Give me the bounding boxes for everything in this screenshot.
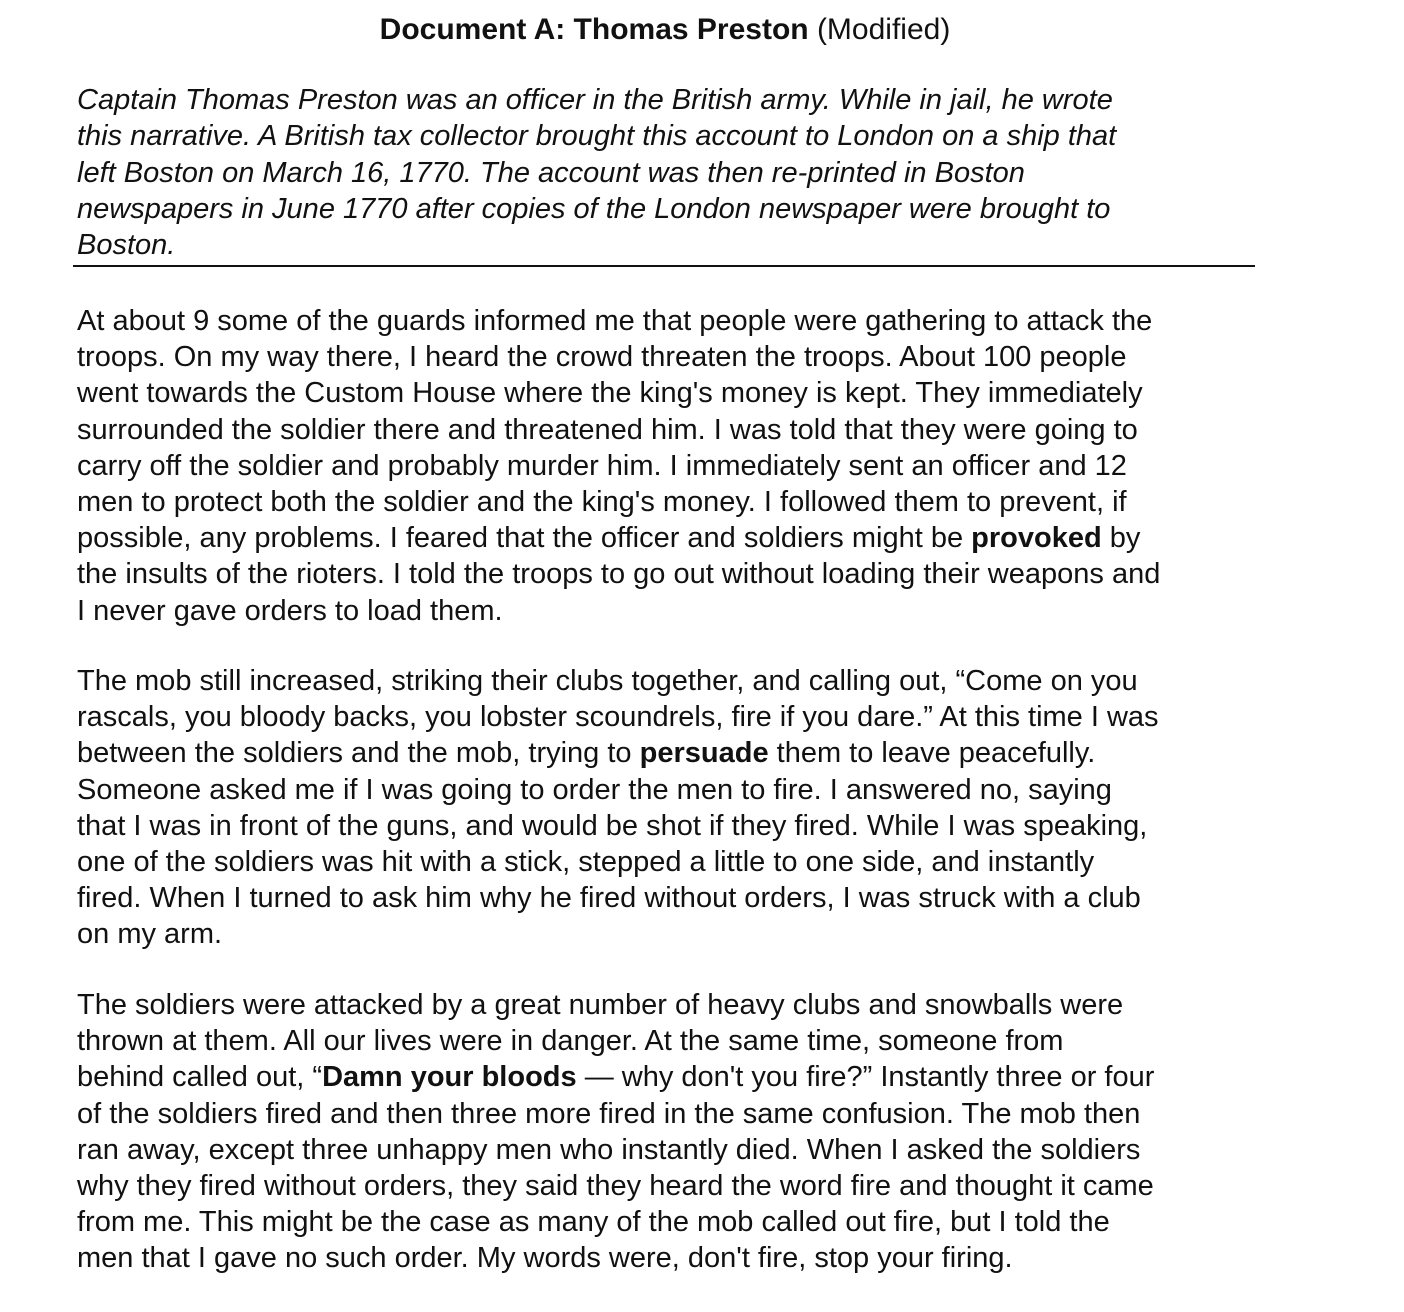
intro-line: newspapers in June 1770 after copies of the London newspaper were brought to: [77, 192, 1111, 225]
text-segment: — why don't you fire?” Instantly three or four: [576, 1061, 1155, 1094]
text-segment: by: [1101, 522, 1141, 555]
bold-term-provoked: provoked: [971, 522, 1102, 555]
text-line: [77, 1059, 1277, 1095]
body-paragraph-3: [77, 987, 1277, 1277]
text-segment: between the soldiers and the mob, trying to: [77, 737, 640, 770]
text-segment: them to leave peacefully.: [768, 737, 1096, 770]
text-line: of the soldiers fired and then three more fired in the same confusion. The mob then: [77, 1097, 1141, 1130]
bold-term-damn-your-bloods: Damn your bloods: [322, 1061, 577, 1094]
text-line: from me. This might be the case as many of the mob called out fire, but I told the: [77, 1206, 1110, 1239]
text-line: fired. When I turned to ask him why he fired without orders, I was struck with a club: [77, 882, 1141, 915]
text-line: one of the soldiers was hit with a stick, stepped a little to one side, and instantly: [77, 846, 1095, 879]
text-line: The soldiers were attacked by a great number of heavy clubs and snowballs were: [77, 989, 1124, 1021]
document-title: [0, 10, 1330, 50]
body-paragraph-2: [77, 663, 1277, 953]
text-line: the insults of the rioters. I told the troops to go out without loading their weapons and: [77, 558, 1161, 591]
intro-line: Boston.: [77, 229, 176, 262]
text-line: went towards the Custom House where the king's money is kept. They immediately: [77, 377, 1143, 410]
text-line: Someone asked me if I was going to order the men to fire. I answered no, saying: [77, 773, 1112, 806]
text-line: rascals, you bloody backs, you lobster scoundrels, fire if you dare.” At this time I was: [77, 701, 1159, 734]
body-paragraph-1: [77, 303, 1277, 629]
text-line: [77, 520, 1277, 556]
text-line: thrown at them. All our lives were in danger. At the same time, someone from: [77, 1025, 1064, 1058]
text-line: why they fired without orders, they said they heard the word fire and thought it came: [77, 1170, 1154, 1203]
bold-term-persuade: persuade: [639, 737, 769, 770]
section-divider: [73, 265, 1255, 267]
text-line: carry off the soldier and probably murder him. I immediately sent an officer and 12: [77, 449, 1127, 482]
text-line: The mob still increased, striking their clubs together, and calling out, “Come on you: [77, 665, 1138, 697]
text-segment: behind called out, “: [77, 1061, 323, 1094]
text-line: [77, 735, 1277, 771]
text-line: ran away, except three unhappy men who instantly died. When I asked the soldiers: [77, 1133, 1141, 1166]
intro-line: left Boston on March 16, 1770. The account was then re-printed in Boston: [77, 156, 1025, 189]
text-line: on my arm.: [77, 918, 223, 951]
document-title-suffix: (Modified): [808, 13, 951, 46]
document-title-bold: Document A: Thomas Preston: [379, 13, 809, 46]
intro-line: this narrative. A British tax collector brought this account to London on a ship that: [77, 120, 1117, 153]
text-line: I never gave orders to load them.: [77, 594, 503, 627]
text-segment: possible, any problems. I feared that the officer and soldiers might be: [77, 522, 972, 555]
text-line: surrounded the soldier there and threatened him. I was told that they were going to: [77, 413, 1138, 446]
intro-paragraph: [77, 82, 1257, 263]
text-line: At about 9 some of the guards informed me that people were gathering to attack the: [77, 305, 1153, 337]
text-line: troops. On my way there, I heard the crowd threaten the troops. About 100 people: [77, 341, 1127, 374]
text-line: men to protect both the soldier and the king's money. I followed them to prevent, if: [77, 486, 1127, 519]
text-line: that I was in front of the guns, and would be shot if they fired. While I was speaking,: [77, 809, 1148, 842]
text-line: men that I gave no such order. My words were, don't fire, stop your firing.: [77, 1242, 1013, 1275]
intro-line: Captain Thomas Preston was an officer in the British army. While in jail, he wrote: [77, 84, 1113, 116]
